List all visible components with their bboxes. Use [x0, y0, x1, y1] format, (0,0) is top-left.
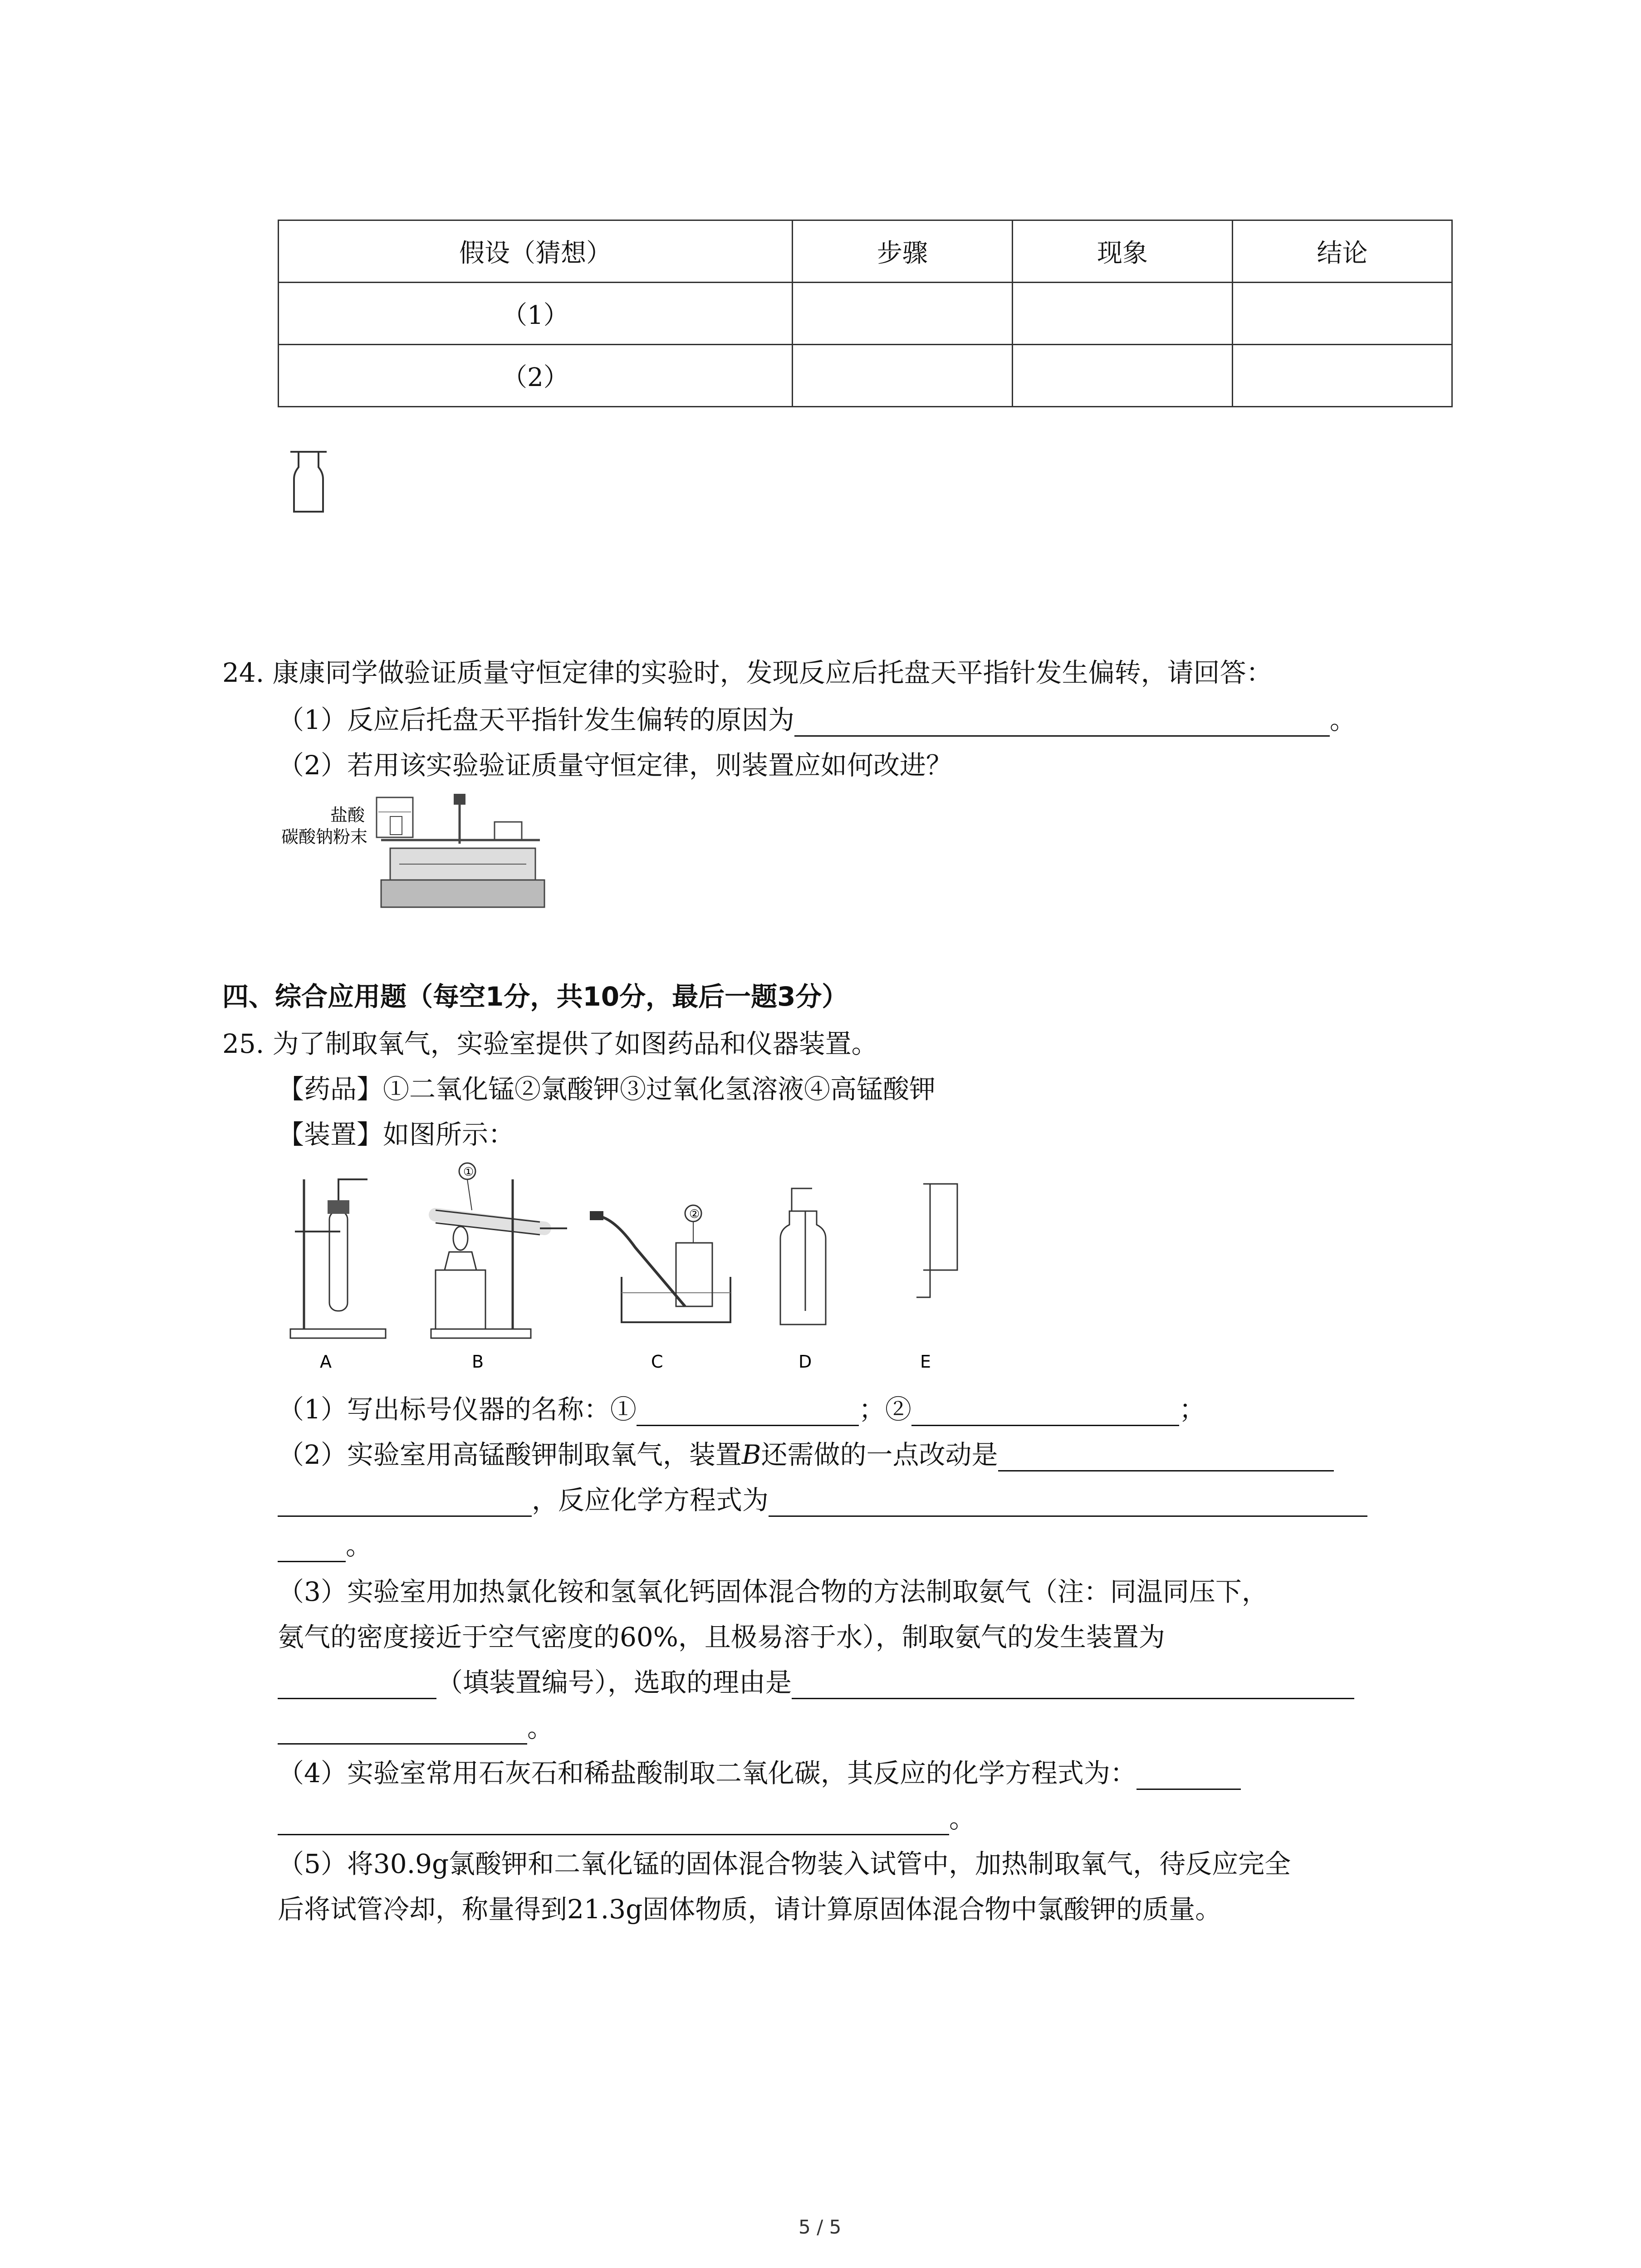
fig-label-b: B — [472, 1352, 484, 1372]
answer-blank[interactable] — [278, 1488, 532, 1517]
q25-drugs: 【药品】①二氧化锰②氯酸钾③过氧化氢溶液④高锰酸钾 — [278, 1074, 936, 1105]
table-cell — [1233, 283, 1452, 345]
answer-blank[interactable] — [998, 1443, 1334, 1471]
hypothesis-table — [278, 220, 1453, 407]
q25-part2-line1 — [278, 1433, 1334, 1471]
table-header-cell: 步骤 — [793, 220, 1013, 283]
apparatus-e — [916, 1184, 957, 1297]
table-cell — [793, 283, 1013, 345]
q25-part2-line2 — [278, 1479, 1367, 1517]
reagent-bottle-icon — [289, 449, 329, 517]
fig-label-hcl: 盐酸 — [330, 805, 365, 825]
q25-part2-end: 。 — [346, 1530, 372, 1561]
table-cell: （2） — [279, 345, 793, 407]
apparatus-c — [590, 1205, 730, 1322]
q25-part4-line2 — [278, 1797, 975, 1835]
fig-label-a: A — [320, 1352, 332, 1372]
q25-part2-line3 — [278, 1524, 372, 1562]
table-header-cell: 假设（猜想） — [279, 220, 793, 283]
table-cell: （1） — [279, 283, 793, 345]
q25-stem: 25. 为了制取氧气，实验室提供了如图药品和仪器装置。 — [222, 1028, 878, 1059]
apparatus-d — [780, 1188, 826, 1325]
q25-part3-end: 。 — [527, 1712, 554, 1743]
answer-blank[interactable] — [792, 1671, 1354, 1699]
q24-part1-text: （1）反应后托盘天平指针发生偏转的原因为 — [278, 704, 794, 735]
answer-blank[interactable] — [278, 1807, 949, 1835]
page-number: 5 / 5 — [798, 2216, 842, 2238]
q24-part1 — [278, 699, 1356, 737]
q25-part1 — [278, 1388, 1205, 1426]
table-header-cell: 结论 — [1233, 220, 1452, 283]
answer-blank[interactable] — [769, 1488, 1367, 1517]
q24-part1-end: 。 — [1329, 704, 1356, 735]
q25-part3-line3 — [278, 1661, 1354, 1699]
q25-part1-text: （1）写出标号仪器的名称：① — [278, 1394, 637, 1425]
q25-part3-text: （填装置编号），选取的理由是 — [436, 1667, 792, 1698]
fig-mark-1: ① — [463, 1165, 474, 1179]
q25-part3-line4 — [278, 1706, 554, 1745]
table-header-row — [279, 220, 1452, 283]
q25-part1-sep: ；② — [858, 1394, 911, 1425]
table-cell — [1013, 345, 1233, 407]
q25-part1-end: ； — [1179, 1394, 1205, 1425]
q25-part3-line2: 氨气的密度接近于空气密度的60%，且极易溶于水），制取氨气的发生装置为 — [278, 1622, 1165, 1652]
table-row — [279, 345, 1452, 407]
q25-part4-end: 。 — [949, 1803, 976, 1834]
fig-label-d: D — [798, 1352, 812, 1372]
answer-blank[interactable] — [911, 1398, 1179, 1426]
q25-part3-line1: （3）实验室用加热氯化铵和氢氧化钙固体混合物的方法制取氨气（注：同温同压下， — [278, 1576, 1268, 1607]
q25-part5-line1: （5）将30.9g氯酸钾和二氧化锰的固体混合物装入试管中，加热制取氧气，待反应完全 — [278, 1848, 1291, 1879]
answer-blank[interactable] — [1136, 1761, 1241, 1790]
q25-part2-text2: 还需做的一点改动是 — [761, 1439, 998, 1470]
apparatus-a — [290, 1179, 386, 1338]
q24-part2: （2）若用该实验验证质量守恒定律，则装置应如何改进？ — [278, 750, 952, 781]
apparatus-b — [431, 1163, 567, 1338]
q25-apparatus: 【装置】如图所示： — [278, 1119, 515, 1150]
apparatus-figure — [277, 1161, 985, 1379]
answer-blank[interactable] — [278, 1671, 436, 1699]
table-cell — [1013, 283, 1233, 345]
fig-mark-2: ② — [689, 1207, 700, 1221]
answer-blank[interactable] — [278, 1534, 346, 1562]
fig-label-c: C — [651, 1352, 663, 1372]
q24-stem: 24. 康康同学做验证质量守恒定律的实验时，发现反应后托盘天平指针发生偏转，请回答： — [222, 657, 1273, 688]
answer-blank[interactable] — [637, 1398, 859, 1426]
section-title: 四、综合应用题（每空1分，共10分，最后一题3分） — [222, 981, 848, 1012]
answer-blank[interactable] — [794, 708, 1330, 737]
fig-label-e: E — [920, 1352, 931, 1372]
q25-part4-line1 — [278, 1752, 1241, 1790]
q25-part4-text: （4）实验室常用石灰石和稀盐酸制取二氧化碳，其反应的化学方程式为： — [278, 1758, 1136, 1789]
table-cell — [793, 345, 1013, 407]
q25-part2-text: （2）实验室用高锰酸钾制取氧气，装置 — [278, 1439, 742, 1470]
q25-part5-line2: 后将试管冷却，称量得到21.3g固体物质，请计算原固体混合物中氯酸钾的质量。 — [278, 1894, 1222, 1925]
table-header-cell: 现象 — [1013, 220, 1233, 283]
fig-label-na2co3: 碳酸钠粉末 — [281, 827, 368, 847]
balance-figure — [281, 789, 563, 916]
answer-blank[interactable] — [278, 1716, 527, 1745]
q25-part2-text3: ，反应化学方程式为 — [532, 1485, 769, 1515]
table-row — [279, 283, 1452, 345]
apparatus-letter: B — [741, 1439, 761, 1470]
table-cell — [1233, 345, 1452, 407]
